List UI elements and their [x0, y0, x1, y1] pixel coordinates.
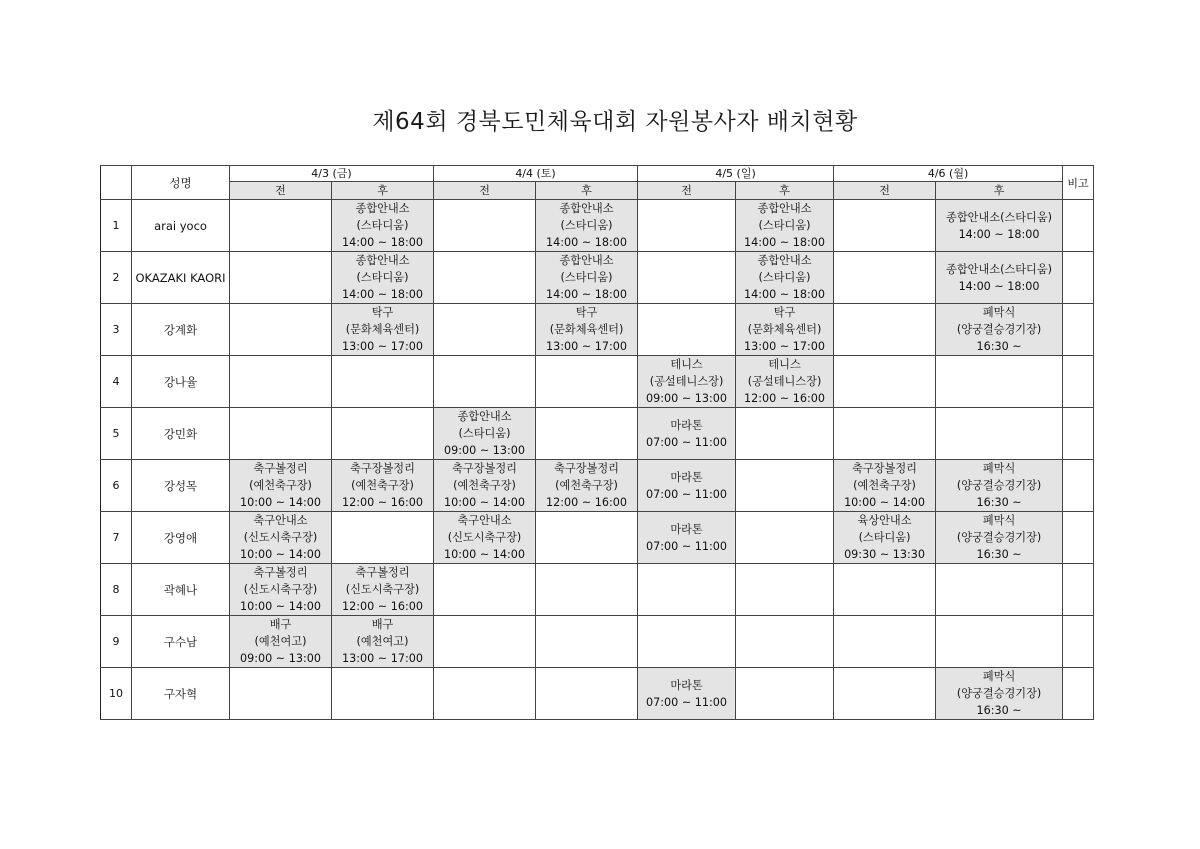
assignment-line: 탁구 — [371, 306, 394, 319]
slot-0403-am — [230, 460, 332, 512]
assignment-line: 09:30 ~ 13:30 — [844, 548, 926, 561]
assignment-line: 종합안내소 — [757, 202, 812, 215]
note-cell — [1063, 408, 1094, 460]
slot-0406-pm — [936, 564, 1063, 616]
slot-0404-pm — [536, 304, 638, 356]
slot-0404-am — [434, 460, 536, 512]
slot-0404-am — [434, 200, 536, 252]
assignment-line: 07:00 ~ 11:00 — [646, 539, 728, 553]
note-cell — [1063, 200, 1094, 252]
slot-0403-am — [230, 564, 332, 616]
row-number: 7 — [101, 512, 132, 564]
slot-0406-am — [834, 512, 936, 564]
slot-0405-am — [638, 252, 736, 304]
slot-0405-pm — [736, 304, 834, 356]
volunteer-name: 강나율 — [132, 356, 230, 408]
slot-0404-am — [434, 408, 536, 460]
slot-0403-am — [230, 356, 332, 408]
slot-0404-am — [434, 356, 536, 408]
assignment-line: 12:00 ~ 16:00 — [342, 496, 423, 509]
slot-0405-am — [638, 356, 736, 408]
assignment-line: (스타디움) — [560, 219, 613, 232]
slot-0405-pm — [736, 616, 834, 668]
assignment-line: 13:00 ~ 17:00 — [744, 340, 826, 353]
row-number: 10 — [101, 668, 132, 720]
header-pm-0406: 후 — [936, 182, 1063, 200]
slot-0404-am — [434, 512, 536, 564]
table-row — [101, 252, 1094, 304]
assignment-line: 축구장볼정리 — [852, 462, 917, 475]
slot-0405-am — [638, 512, 736, 564]
header-pm-0405: 후 — [736, 182, 834, 200]
assignment-line: 14:00 ~ 18:00 — [342, 236, 423, 249]
slot-0404-am — [434, 252, 536, 304]
table-row — [101, 564, 1094, 616]
assignment-line: 육상안내소 — [857, 514, 912, 527]
assignment-line: 10:00 ~ 14:00 — [444, 496, 525, 509]
header-am-0405: 전 — [638, 182, 736, 200]
assignment-line: (신도시축구장) — [345, 583, 420, 596]
assignment-line: 폐막식 — [982, 670, 1016, 683]
schedule-body — [101, 200, 1094, 720]
assignment-line: 14:00 ~ 18:00 — [958, 227, 1040, 241]
slot-0406-pm — [936, 616, 1063, 668]
note-cell — [1063, 304, 1094, 356]
assignment-line: 07:00 ~ 11:00 — [646, 487, 728, 501]
assignment-line: 마라톤 — [670, 470, 703, 484]
assignment-line: 10:00 ~ 14:00 — [240, 600, 321, 613]
assignment-line: 폐막식 — [982, 462, 1016, 475]
assignment-line: 16:30 ~ — [976, 340, 1022, 353]
assignment-line: (신도시축구장) — [243, 531, 318, 544]
header-date-0406: 4/6 (월) — [834, 166, 1063, 182]
header-date-0405: 4/5 (일) — [638, 166, 834, 182]
table-row — [101, 200, 1094, 252]
assignment-line: 종합안내소 — [559, 254, 614, 267]
row-number: 4 — [101, 356, 132, 408]
assignment-line: 종합안내소 — [355, 254, 410, 267]
assignment-line: 마라톤 — [670, 522, 703, 536]
table-row — [101, 668, 1094, 720]
slot-0404-pm — [536, 200, 638, 252]
slot-0406-am — [834, 616, 936, 668]
slot-0403-pm — [332, 252, 434, 304]
slot-0405-am — [638, 668, 736, 720]
slot-0406-pm — [936, 356, 1063, 408]
slot-0403-pm — [332, 668, 434, 720]
slot-0403-pm — [332, 200, 434, 252]
slot-0405-am — [638, 304, 736, 356]
assignment-line: 탁구 — [773, 306, 796, 319]
assignment-line: 12:00 ~ 16:00 — [342, 600, 423, 613]
row-number: 8 — [101, 564, 132, 616]
volunteer-name: 곽혜나 — [132, 564, 230, 616]
slot-0405-pm — [736, 512, 834, 564]
assignment-line: 09:00 ~ 13:00 — [444, 444, 525, 457]
slot-0406-pm — [936, 252, 1063, 304]
row-number: 2 — [101, 252, 132, 304]
slot-0403-pm — [332, 408, 434, 460]
assignment-line: 14:00 ~ 18:00 — [744, 288, 826, 301]
header-number — [101, 166, 132, 200]
assignment-line: 축구안내소 — [457, 514, 512, 527]
header-am-0404: 전 — [434, 182, 536, 200]
slot-0406-pm — [936, 200, 1063, 252]
slot-0406-pm — [936, 512, 1063, 564]
volunteer-name: 구수남 — [132, 616, 230, 668]
assignment-line: 16:30 ~ — [976, 704, 1022, 717]
assignment-line: 축구안내소 — [253, 514, 308, 527]
assignment-line: 16:30 ~ — [976, 548, 1022, 561]
assignment-line: (예천축구장) — [351, 479, 414, 492]
assignment-line: 축구볼정리 — [355, 566, 410, 579]
assignment-line: (양궁결승경기장) — [956, 531, 1042, 544]
assignment-line: 종합안내소 — [757, 254, 812, 267]
assignment-line: 16:30 ~ — [976, 496, 1022, 509]
row-number: 5 — [101, 408, 132, 460]
slot-0406-pm — [936, 460, 1063, 512]
assignment-line: (공설테니스장) — [649, 375, 724, 388]
table-row — [101, 512, 1094, 564]
assignment-line: (예천축구장) — [249, 479, 312, 492]
assignment-line: 축구장볼정리 — [554, 462, 619, 475]
assignment-line: (신도시축구장) — [243, 583, 318, 596]
header-am-0406: 전 — [834, 182, 936, 200]
row-number: 6 — [101, 460, 132, 512]
row-number: 3 — [101, 304, 132, 356]
assignment-line: 14:00 ~ 18:00 — [546, 288, 627, 301]
header-pm-0403: 후 — [332, 182, 434, 200]
row-number: 9 — [101, 616, 132, 668]
assignment-line: 축구볼정리 — [253, 462, 308, 475]
table-row — [101, 408, 1094, 460]
slot-0404-pm — [536, 408, 638, 460]
assignment-line: (문화체육센터) — [345, 323, 420, 336]
slot-0406-am — [834, 564, 936, 616]
slot-0406-am — [834, 460, 936, 512]
slot-0406-pm — [936, 304, 1063, 356]
assignment-line: 테니스 — [768, 358, 801, 371]
slot-0406-am — [834, 408, 936, 460]
table-row — [101, 356, 1094, 408]
volunteer-name: 강성목 — [132, 460, 230, 512]
assignment-line: 07:00 ~ 11:00 — [646, 435, 728, 449]
assignment-line: 09:00 ~ 13:00 — [646, 392, 728, 405]
assignment-line: 10:00 ~ 14:00 — [844, 496, 926, 509]
slot-0403-pm — [332, 304, 434, 356]
assignment-line: 12:00 ~ 16:00 — [744, 392, 826, 405]
slot-0403-am — [230, 252, 332, 304]
assignment-line: 13:00 ~ 17:00 — [546, 340, 627, 353]
assignment-line: (문화체육센터) — [549, 323, 624, 336]
note-cell — [1063, 460, 1094, 512]
assignment-line: (신도시축구장) — [447, 531, 522, 544]
row-number: 1 — [101, 200, 132, 252]
assignment-line: 축구볼정리 — [253, 566, 308, 579]
slot-0403-pm — [332, 564, 434, 616]
slot-0403-pm — [332, 616, 434, 668]
note-cell — [1063, 668, 1094, 720]
slot-0405-pm — [736, 460, 834, 512]
volunteer-schedule-table — [100, 165, 1094, 720]
slot-0405-am — [638, 200, 736, 252]
volunteer-name: 구자혁 — [132, 668, 230, 720]
slot-0403-am — [230, 512, 332, 564]
assignment-line: 배구 — [371, 618, 394, 631]
assignment-line: 10:00 ~ 14:00 — [240, 548, 321, 561]
assignment-line: 12:00 ~ 16:00 — [546, 496, 627, 509]
assignment-line: 테니스 — [670, 358, 703, 371]
assignment-line: (양궁결승경기장) — [956, 687, 1042, 700]
slot-0405-am — [638, 564, 736, 616]
header-date-0403: 4/3 (금) — [230, 166, 434, 182]
assignment-line: 10:00 ~ 14:00 — [444, 548, 525, 561]
assignment-line: 종합안내소 — [559, 202, 614, 215]
slot-0403-am — [230, 304, 332, 356]
volunteer-name: OKAZAKI KAORI — [132, 252, 230, 304]
slot-0404-pm — [536, 564, 638, 616]
assignment-line: (스타디움) — [356, 271, 409, 284]
header-note: 비고 — [1063, 166, 1094, 200]
assignment-line: (예천여고) — [254, 635, 307, 648]
assignment-line: 10:00 ~ 14:00 — [240, 496, 321, 509]
assignment-line: 종합안내소(스타디움) — [946, 262, 1053, 276]
header-name: 성명 — [132, 166, 230, 200]
slot-0404-am — [434, 668, 536, 720]
note-cell — [1063, 356, 1094, 408]
slot-0404-pm — [536, 668, 638, 720]
slot-0404-am — [434, 564, 536, 616]
assignment-line: 폐막식 — [982, 514, 1016, 527]
assignment-line: (예천축구장) — [555, 479, 618, 492]
assignment-line: (예천축구장) — [853, 479, 916, 492]
slot-0406-am — [834, 304, 936, 356]
volunteer-name: 강민화 — [132, 408, 230, 460]
slot-0405-pm — [736, 200, 834, 252]
slot-0403-pm — [332, 356, 434, 408]
assignment-line: 07:00 ~ 11:00 — [646, 695, 728, 709]
assignment-line: (예천축구장) — [453, 479, 516, 492]
assignment-line: (스타디움) — [560, 271, 613, 284]
assignment-line: 마라톤 — [670, 678, 703, 692]
assignment-line: (문화체육센터) — [747, 323, 822, 336]
assignment-line: 종합안내소 — [457, 410, 512, 423]
assignment-line: 폐막식 — [982, 306, 1016, 319]
assignment-line: (스타디움) — [858, 531, 911, 544]
assignment-line: 종합안내소 — [355, 202, 410, 215]
slot-0403-pm — [332, 512, 434, 564]
note-cell — [1063, 252, 1094, 304]
assignment-line: (스타디움) — [758, 271, 811, 284]
assignment-line: 14:00 ~ 18:00 — [342, 288, 423, 301]
slot-0406-am — [834, 252, 936, 304]
slot-0403-am — [230, 200, 332, 252]
page-title: 제64회 경북도민체육대회 자원봉사자 배치현황 — [372, 109, 858, 135]
slot-0403-pm — [332, 460, 434, 512]
assignment-line: 축구장볼정리 — [452, 462, 517, 475]
assignment-line: 13:00 ~ 17:00 — [342, 340, 423, 353]
slot-0403-am — [230, 668, 332, 720]
note-cell — [1063, 616, 1094, 668]
slot-0404-pm — [536, 512, 638, 564]
slot-0404-am — [434, 616, 536, 668]
slot-0404-pm — [536, 252, 638, 304]
slot-0405-am — [638, 616, 736, 668]
assignment-line: 14:00 ~ 18:00 — [546, 236, 627, 249]
note-cell — [1063, 564, 1094, 616]
slot-0405-pm — [736, 564, 834, 616]
slot-0404-pm — [536, 616, 638, 668]
slot-0406-am — [834, 356, 936, 408]
slot-0405-pm — [736, 408, 834, 460]
assignment-line: (스타디움) — [458, 427, 511, 440]
assignment-line: (양궁결승경기장) — [956, 323, 1042, 336]
slot-0404-pm — [536, 460, 638, 512]
assignment-line: 마라톤 — [670, 418, 703, 432]
slot-0404-am — [434, 304, 536, 356]
assignment-line: (공설테니스장) — [747, 375, 822, 388]
slot-0406-am — [834, 200, 936, 252]
slot-0406-pm — [936, 408, 1063, 460]
assignment-line: 탁구 — [575, 306, 598, 319]
volunteer-name: arai yoco — [132, 200, 230, 252]
slot-0406-pm — [936, 668, 1063, 720]
table-row — [101, 460, 1094, 512]
header-am-0403: 전 — [230, 182, 332, 200]
slot-0405-am — [638, 408, 736, 460]
slot-0405-pm — [736, 252, 834, 304]
assignment-line: 09:00 ~ 13:00 — [240, 652, 321, 665]
volunteer-name: 강영애 — [132, 512, 230, 564]
assignment-line: (양궁결승경기장) — [956, 479, 1042, 492]
slot-0404-pm — [536, 356, 638, 408]
assignment-line: (스타디움) — [758, 219, 811, 232]
slot-0405-pm — [736, 668, 834, 720]
slot-0405-am — [638, 460, 736, 512]
assignment-line: 축구장볼정리 — [350, 462, 415, 475]
volunteer-name: 강계화 — [132, 304, 230, 356]
assignment-line: 14:00 ~ 18:00 — [958, 279, 1040, 293]
table-row — [101, 616, 1094, 668]
slot-0405-pm — [736, 356, 834, 408]
assignment-line: 배구 — [269, 618, 292, 631]
assignment-line: (예천여고) — [356, 635, 409, 648]
header-pm-0404: 후 — [536, 182, 638, 200]
header-date-0404: 4/4 (토) — [434, 166, 638, 182]
assignment-line: (스타디움) — [356, 219, 409, 232]
table-row — [101, 304, 1094, 356]
assignment-line: 14:00 ~ 18:00 — [744, 236, 826, 249]
slot-0403-am — [230, 408, 332, 460]
note-cell — [1063, 512, 1094, 564]
assignment-line: 13:00 ~ 17:00 — [342, 652, 423, 665]
slot-0403-am — [230, 616, 332, 668]
assignment-line: 종합안내소(스타디움) — [946, 210, 1053, 224]
slot-0406-am — [834, 668, 936, 720]
